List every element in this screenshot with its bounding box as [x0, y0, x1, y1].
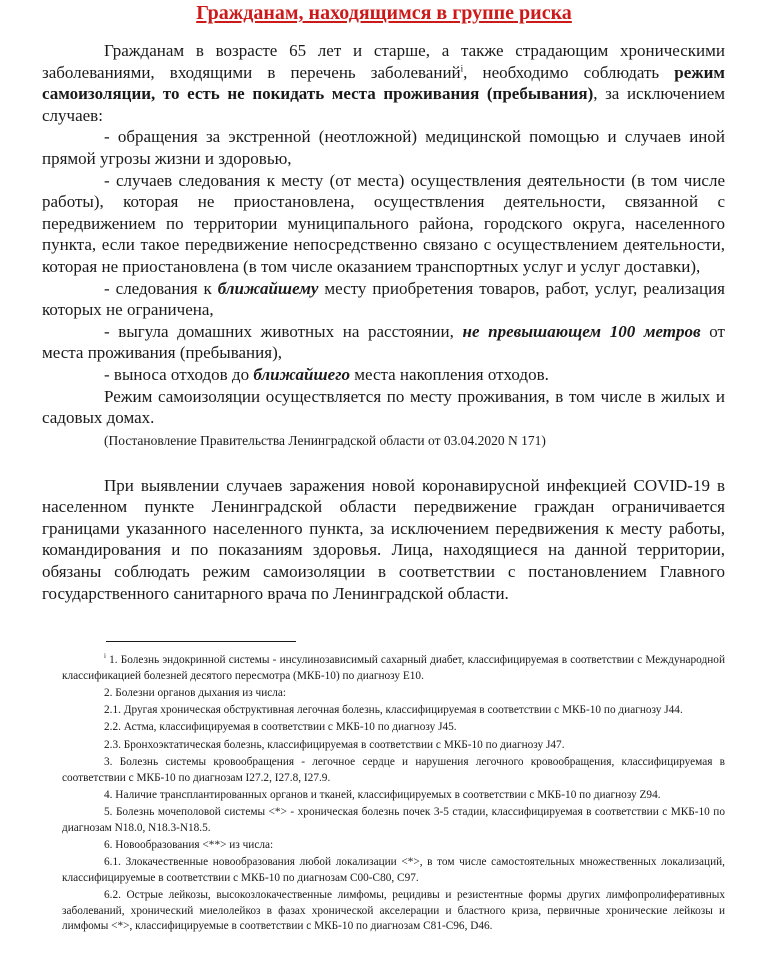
case-item-work: - случаев следования к месту (от места) осуществления деятельности (в том числе работы), которая не приостановлена, осуществления деятельности, связанной с передвижением по территории муниципального района, городского округа, населенного пункта, если такое передвижение непосредственно связано с осуществлением деятельности, которая не приостановлена (в том числе оказанием транспортных услуг и услуг доставки),	[42, 170, 725, 276]
distance-emphasis: не превышающем 100 метров	[462, 321, 701, 341]
footnote-item: 3. Болезнь системы кровообращения - легочное сердце и нарушения легочного кровообращения, классифицируемая в соответствии с МКБ-10 по диагнозам I27.2, I27.8, I27.9.	[62, 756, 725, 784]
intro-text-2: , необходимо соблюдать	[463, 62, 675, 82]
case-text: - выноса отходов до	[104, 364, 254, 384]
place-paragraph: Режим самоизоляции осуществляется по месту проживания, в том числе в жилых и садовых домах.	[42, 386, 725, 428]
page-title: Гражданам, находящимся в группе риска	[196, 2, 572, 24]
footnote-reference: i	[460, 62, 464, 73]
intro-paragraph	[42, 40, 725, 126]
self-isolation-emphasis: режим самоизоляции, то есть не покидать места проживания (пребывания)	[42, 62, 725, 104]
nearest-emphasis: ближайшего	[253, 364, 350, 384]
covid-paragraph: При выявлении случаев заражения новой коронавирусной инфекцией COVID-19 в населенном пункте Ленинградской области передвижение граждан ограничивается границами указанного населенного пункта, за исключением передвижения к месту работы, командирования и по показаниям здоровья. Лица, находящиеся на данной территории, обязаны соблюдать режим самоизоляции в соответствии с постановлением Главного государственного санитарного врача по Ленинградской области.	[42, 475, 725, 603]
footnote-divider	[106, 641, 296, 642]
case-text: места накопления отходов.	[349, 364, 549, 384]
case-text: от места проживания (пребывания),	[42, 321, 725, 363]
footnote-item: 4. Наличие трансплантированных органов и тканей, классифицируемых в соответствии с МКБ-10 по диагнозу Z94.	[104, 788, 661, 801]
main-text	[42, 40, 725, 604]
case-text: - следования к	[104, 278, 218, 298]
footnote-item: 2.3. Бронхоэктатическая болезнь, классифицируемая в соответствии с МКБ-10 по диагнозу J47.	[104, 738, 565, 751]
legal-source: (Постановление Правительства Ленинградской области от 03.04.2020 N 171)	[104, 432, 546, 448]
footnote-item: 6.2. Острые лейкозы, высокозлокачественные лимфомы, рецидивы и резистентные формы других лимфопролиферативных заболеваний, хронический миелолейкоз в фазах хронической акселерации и бластного криза, первичные хронические лейкозы и лимфомы <*>, классифицируемые в соответствии с МКБ-10 по диагнозам C81-C96, D46.	[62, 889, 725, 933]
nearest-emphasis: ближайшему	[217, 278, 319, 298]
footnote-item	[62, 653, 725, 684]
intro-text-3: , за исключением случаев:	[42, 84, 725, 125]
footnote-text: 1. Болезнь эндокринной системы - инсулинозависимый сахарный диабет, классифицируемая в соответствии с Международной классификацией болезней десятого пересмотра (МКБ-10) по диагнозу E10.	[62, 654, 725, 682]
case-text: месту приобретения товаров, работ, услуг, реализация которых не ограничена,	[42, 278, 725, 320]
case-item-waste	[42, 364, 725, 386]
case-item-shopping	[42, 278, 725, 321]
case-text: - выгула домашних животных на расстоянии,	[104, 321, 463, 341]
footnote-item: 6. Новообразования <**> из числа:	[104, 839, 274, 852]
footnote-item: 6.1. Злокачественные новообразования любой локализации <*>, в том числе самостоятельных множественных локализаций, классифицируемые в соответствии с МКБ-10 по диагнозам C00-C80, C97.	[62, 856, 725, 884]
footnote-item: 2.2. Астма, классифицируемая в соответствии с МКБ-10 по диагнозу J45.	[104, 721, 457, 734]
footnotes	[62, 653, 725, 937]
paragraph-gap	[42, 450, 725, 475]
footnote-mark: i	[104, 652, 106, 661]
footnote-item: 5. Болезнь мочеполовой системы <*> - хроническая болезнь почек 3-5 стадии, классифицируемая в соответствии с МКБ-10 по диагнозам N18.0, N18.3-N18.5.	[62, 806, 725, 834]
case-item-emergency: - обращения за экстренной (неотложной) медицинской помощью и случаев иной прямой угрозы жизни и здоровью,	[42, 127, 725, 168]
footnote-item: 2. Болезни органов дыхания из числа:	[104, 686, 287, 699]
footnote-item: 2.1. Другая хроническая обструктивная легочная болезнь, классифицируемая в соответствии с МКБ-10 по диагнозу J44.	[104, 704, 683, 717]
case-item-pets	[42, 321, 725, 364]
intro-text: Гражданам в возрасте 65 лет и старше, а также страдающим хроническими заболеваниями, входящими в перечень заболеваний	[42, 41, 725, 82]
